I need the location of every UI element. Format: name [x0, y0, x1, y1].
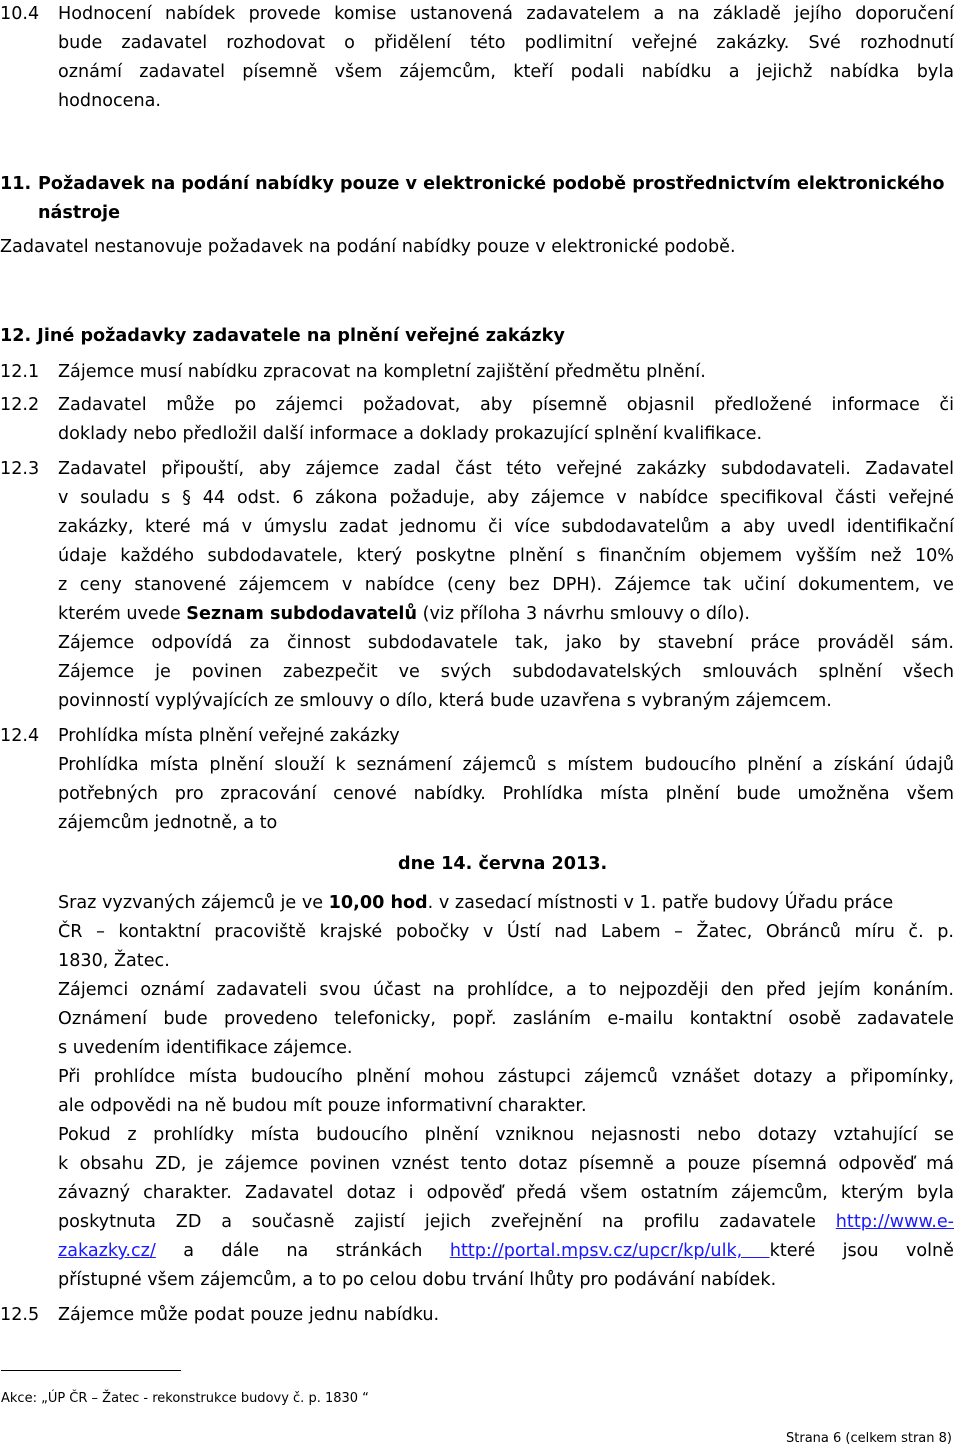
paragraph-line: ČR – kontaktní pracoviště krajské pobočky v Ústí nad Labem – Žatec, Obránců míru č. p. — [58, 922, 954, 942]
paragraph-line: z ceny stanovené zájemcem v nabídce (ceny bez DPH). Zájemce tak učiní dokumentem, ve — [58, 575, 954, 595]
paragraph-line: ale odpovědi na ně budou mít pouze informativní charakter. — [58, 1096, 587, 1116]
section-heading: nástroje — [38, 203, 121, 223]
text-run: poskytnuta ZD a současně zajistí jejich zveřejnění na profilu zadavatele — [58, 1212, 836, 1232]
paragraph-line — [58, 889, 893, 918]
paragraph-line: 1830, Žatec. — [58, 951, 170, 971]
paragraph-line: Zadavatel může po zájemci požadovat, aby písemně objasnil předložené informace či — [58, 395, 954, 415]
paragraph-line: Oznámení bude provedeno telefonicky, popř. zasláním e-mailu kontaktní osobě zadavatele — [58, 1009, 954, 1029]
paragraph-line: Prohlídka místa plnění slouží k seznámení zájemců s místem budoucího plnění a získání údajů — [58, 755, 954, 775]
paragraph-line: Zájemce odpovídá za činnost subdodavatele tak, jako by stavební práce prováděl sám. — [58, 633, 954, 653]
inspection-date: dne 14. června 2013. — [398, 854, 608, 874]
paragraph-line: Zadavatel připouští, aby zájemce zadal část této veřejné zakázky subdodavateli. Zadavatel — [58, 459, 954, 479]
paragraph-line: zájemcům jednotně, a to — [58, 813, 278, 833]
bold-term: Seznam subdodavatelů — [186, 604, 417, 624]
paragraph-line: Zájemce musí nabídku zpracovat na kompletní zajištění předmětu plnění. — [58, 362, 706, 382]
paragraph-line: hodnocena. — [58, 91, 162, 111]
paragraph-line: Zájemce může podat pouze jednu nabídku. — [58, 1305, 440, 1325]
paragraph-line: údaje každého subdodavatele, který poskytne plnění s finančním objemem vyšším než 10% — [58, 546, 954, 566]
paragraph-number: 12.3 — [0, 459, 40, 479]
paragraph-line: bude zadavatel rozhodovat o přidělení této podlimitní veřejné zakázky. Své rozhodnutí — [58, 33, 954, 53]
paragraph-line: zakázky, které má v úmyslu zadat jednomu či více subdodavatelům a aby uvedl identifikační — [58, 517, 954, 537]
paragraph-line: k obsahu ZD, je zájemce povinen vznést tento dotaz písemně a pouze písemná odpověď má — [58, 1154, 954, 1174]
paragraph-line: oznámí zadavatel písemně všem zájemcům, kteří podali nabídku a jejichž nabídka byla — [58, 62, 954, 82]
paragraph-number: 12.1 — [0, 362, 40, 382]
section-heading: Požadavek na podání nabídky pouze v elektronické podobě prostřednictvím elektronického — [38, 174, 945, 194]
paragraph-line — [58, 1237, 954, 1266]
paragraph-line: Při prohlídce místa budoucího plnění mohou zástupci zájemců vznášet dotazy a připomínky, — [58, 1067, 954, 1087]
bold-term: 10,00 hod — [328, 893, 428, 913]
paragraph-line: Pokud z prohlídky místa budoucího plnění vzniknou nejasnosti nebo dotazy vztahující se — [58, 1125, 954, 1145]
paragraph-line: potřebných pro zpracování cenové nabídky. Prohlídka místa plnění bude umožněna všem — [58, 784, 954, 804]
text-run: které jsou volně — [769, 1241, 954, 1261]
text-run: a dále na stránkách — [155, 1241, 450, 1261]
paragraph-line: doklady nebo předložil další informace a doklady prokazující splnění kvalifikace. — [58, 424, 763, 444]
paragraph-line: Hodnocení nabídek provede komise ustanovená zadavatelem a na základě jejího doporučení — [58, 4, 954, 24]
paragraph-line — [58, 600, 750, 629]
paragraph-line — [58, 1208, 954, 1237]
footer-project: Akce: „ÚP ČR – Žatec - rekonstrukce budovy č. p. 1830 “ — [1, 1391, 369, 1406]
paragraph-line: Zájemce je povinen zabezpečit ve svých subdodavatelských smlouvách splnění všech — [58, 662, 954, 682]
paragraph-number: 12.4 — [0, 726, 40, 746]
eprofile-link[interactable]: http://www.e- — [835, 1212, 954, 1232]
page-number: Strana 6 (celkem stran 8) — [786, 1431, 952, 1446]
paragraph-number: 10.4 — [0, 4, 40, 24]
paragraph-line: Zájemci oznámí zadavateli svou účast na prohlídce, a to nejpozději den před jejím konáním. — [58, 980, 954, 1000]
paragraph-number: 12.5 — [0, 1305, 40, 1325]
eprofile-link-cont[interactable]: zakazky.cz/ — [58, 1241, 156, 1261]
paragraph-line: s uvedením identifikace zájemce. — [58, 1038, 353, 1058]
paragraph-line: přístupné všem zájemcům, a to po celou dobu trvání lhůty pro podávání nabídek. — [58, 1270, 777, 1290]
subsection-title: Prohlídka místa plnění veřejné zakázky — [58, 726, 400, 746]
text-run: kterém uvede — [58, 604, 187, 624]
paragraph-line: v souladu s § 44 odst. 6 zákona požaduje, aby zájemce v nabídce specifikoval části veřejné — [58, 488, 954, 508]
paragraph-number: 12.2 — [0, 395, 40, 415]
text-run: . v zasedací místnosti v 1. patře budovy Úřadu práce — [427, 893, 894, 913]
text-run: (viz příloha 3 návrhu smlouvy o dílo). — [416, 604, 751, 624]
text-run: Sraz vyzvaných zájemců je ve — [58, 893, 329, 913]
paragraph-line: závazný charakter. Zadavatel dotaz i odpověď předá všem ostatním zájemcům, kterým byla — [58, 1183, 954, 1203]
paragraph-line: povinností vyplývajících ze smlouvy o dílo, která bude uzavřena s vybraným zájemcem. — [58, 691, 832, 711]
footer-divider — [1, 1370, 181, 1371]
section-number: 11. — [0, 174, 32, 194]
section-heading: 12. Jiné požadavky zadavatele na plnění veřejné zakázky — [0, 326, 565, 346]
paragraph-line: Zadavatel nestanovuje požadavek na podání nabídky pouze v elektronické podobě. — [0, 237, 736, 257]
portal-link[interactable]: http://portal.mpsv.cz/upcr/kp/ulk, — [449, 1241, 770, 1261]
